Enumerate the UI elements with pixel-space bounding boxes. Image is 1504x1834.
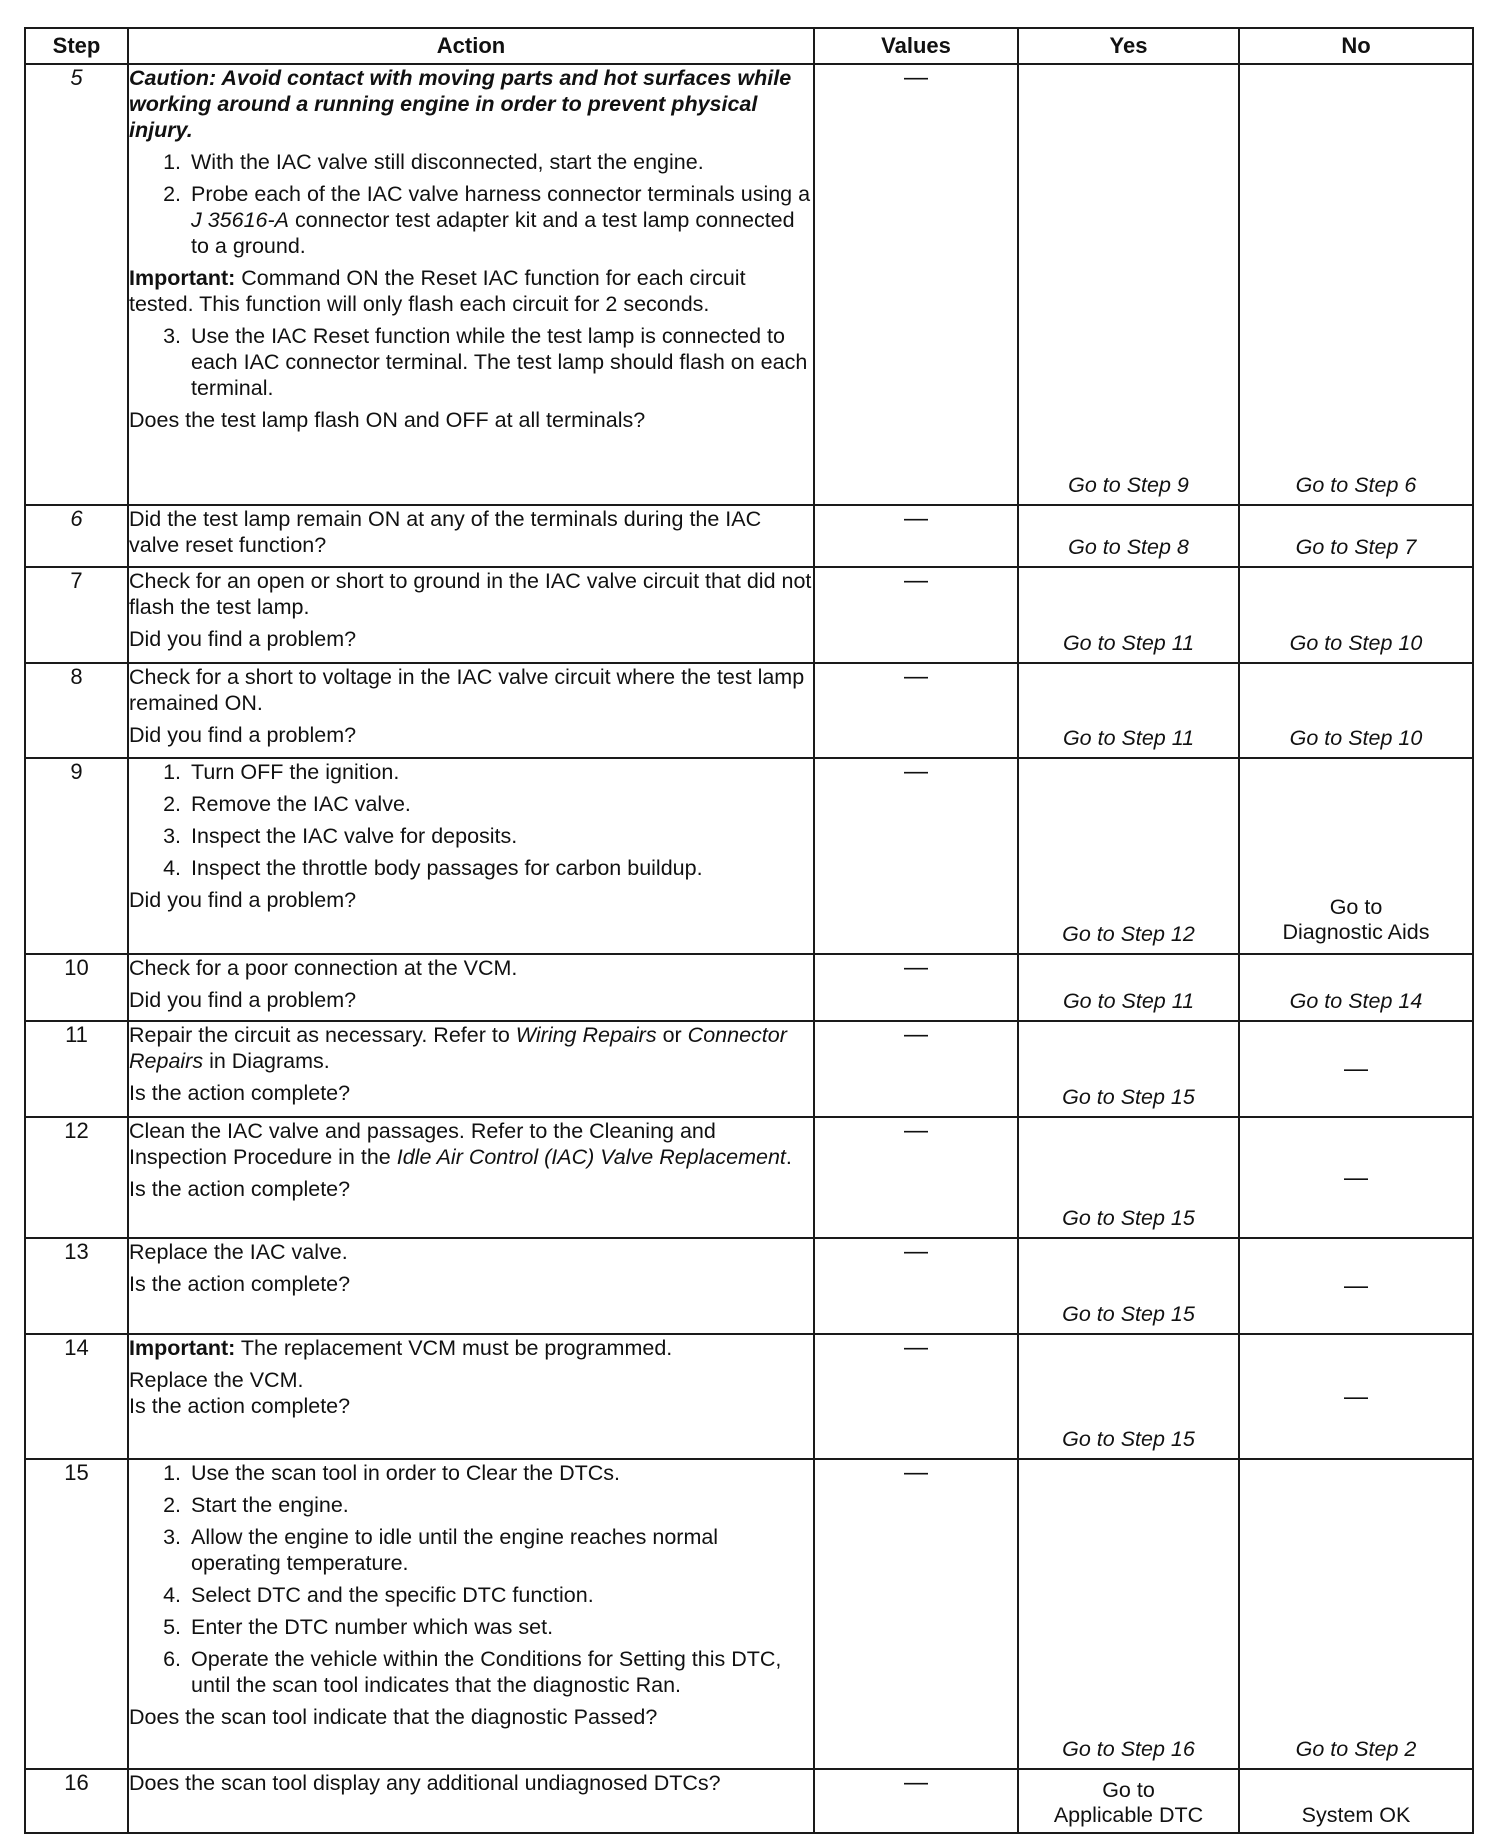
important-label: Important: (129, 266, 236, 290)
yes-result: Go to Step 16 (1062, 1737, 1195, 1761)
header-row (25, 28, 1473, 64)
step-number: 13 (25, 1238, 128, 1334)
reference-link: Connector Repairs (129, 1023, 787, 1073)
yes-result: Go to Step 9 (1068, 473, 1189, 497)
yes-result: Go to Step 11 (1062, 631, 1195, 655)
action-cell (128, 64, 814, 505)
no-cell (1239, 64, 1473, 505)
list-item: 2. Probe each of the IAC valve harness connector terminals using a J 35616-A connector test adapter kit and a test lamp connected to a ground. (187, 181, 813, 259)
question-text: Did you find a problem? (129, 888, 357, 912)
question-text: Did you find a problem? (129, 988, 357, 1012)
no-cell (1239, 758, 1473, 954)
yes-result: Go to Step 12 (1062, 922, 1195, 946)
header-yes: Yes (1018, 28, 1239, 64)
question-text: Does the test lamp flash ON and OFF at all terminals? (129, 408, 646, 432)
action-cell (128, 567, 814, 663)
yes-cell (1018, 567, 1239, 663)
action-cell (128, 758, 814, 954)
diagnostic-table (24, 27, 1474, 1834)
no-cell (1239, 954, 1473, 1021)
table-row (25, 64, 1473, 505)
list-item: 2. Remove the IAC valve. (187, 791, 813, 817)
no-result: Go to Step 6 (1295, 473, 1417, 497)
step-number: 7 (25, 567, 128, 663)
important-label: Important: (129, 1336, 236, 1360)
table-row (25, 1769, 1473, 1833)
instruction-text: Check for an open or short to ground in the IAC valve circuit that did not flash the test lamp. (129, 569, 812, 619)
instruction-text: Check for a short to voltage in the IAC valve circuit where the test lamp remained ON. (129, 665, 805, 715)
yes-result: Go to Step 11 (1062, 989, 1195, 1013)
header-no: No (1239, 28, 1473, 64)
list-item: 1. Turn OFF the ignition. (187, 759, 813, 785)
table-row (25, 567, 1473, 663)
yes-result: Go to Step 15 (1062, 1085, 1195, 1109)
no-cell (1239, 1021, 1473, 1117)
table-row (25, 758, 1473, 954)
step-number: 16 (25, 1769, 128, 1833)
step-number: 11 (25, 1021, 128, 1117)
yes-cell (1018, 1021, 1239, 1117)
action-cell (128, 1459, 814, 1769)
yes-cell (1018, 663, 1239, 758)
question-text: Is the action complete? (129, 1177, 351, 1201)
no-cell (1239, 567, 1473, 663)
header-action: Action (128, 28, 814, 64)
action-cell (128, 663, 814, 758)
action-cell (128, 505, 814, 567)
question-text: Is the action complete? (129, 1394, 351, 1418)
table-row (25, 505, 1473, 567)
values-cell: — (814, 1769, 1018, 1833)
question-text: Did the test lamp remain ON at any of the terminals during the IAC valve reset function? (129, 507, 762, 557)
tool-number: J 35616-A (191, 208, 290, 232)
important-note: Important: The replacement VCM must be programmed. (129, 1336, 673, 1360)
yes-result: Go to Step 15 (1062, 1427, 1195, 1451)
values-cell: — (814, 505, 1018, 567)
no-cell (1239, 1459, 1473, 1769)
step-number: 14 (25, 1334, 128, 1459)
yes-result: Go to Step 8 (1068, 535, 1189, 559)
values-cell: — (814, 758, 1018, 954)
no-cell (1239, 663, 1473, 758)
step-number: 12 (25, 1117, 128, 1238)
question-text: Is the action complete? (129, 1081, 351, 1105)
values-cell: — (814, 1021, 1018, 1117)
table-row (25, 663, 1473, 758)
no-result: Go to Step 2 (1295, 1737, 1417, 1761)
yes-cell (1018, 1117, 1239, 1238)
values-cell: — (814, 64, 1018, 505)
values-cell: — (814, 663, 1018, 758)
important-note: Important: Command ON the Reset IAC function for each circuit tested. This function will only flash each circuit for 2 seconds. (129, 266, 746, 316)
table-row (25, 954, 1473, 1021)
yes-cell (1018, 64, 1239, 505)
step-number: 15 (25, 1459, 128, 1769)
reference-link: Wiring Repairs (515, 1023, 657, 1047)
action-cell (128, 1021, 814, 1117)
step-number: 6 (25, 505, 128, 567)
values-cell: — (814, 954, 1018, 1021)
action-cell (128, 1769, 814, 1833)
no-result: System OK (1301, 1803, 1411, 1827)
yes-result: Go to Step 15 (1062, 1302, 1195, 1326)
list-item: 5. Enter the DTC number which was set. (187, 1614, 813, 1640)
instruction-text: Repair the circuit as necessary. Refer to Wiring Repairs or Connector Repairs in Diagrams. (129, 1023, 787, 1073)
yes-cell (1018, 954, 1239, 1021)
action-cell (128, 1117, 814, 1238)
reference-link: Idle Air Control (IAC) Valve Replacement (396, 1145, 786, 1169)
no-cell (1239, 1117, 1473, 1238)
yes-cell (1018, 1769, 1239, 1833)
values-cell: — (814, 1334, 1018, 1459)
no-cell (1239, 505, 1473, 567)
question-text: Did you find a problem? (129, 627, 357, 651)
values-cell: — (814, 1459, 1018, 1769)
list-item: 6. Operate the vehicle within the Conditions for Setting this DTC, until the scan tool indicates that the diagnostic Ran. (187, 1646, 813, 1698)
action-cell (128, 1238, 814, 1334)
step-number: 8 (25, 663, 128, 758)
instruction-text: Replace the IAC valve. (129, 1240, 348, 1264)
question-text: Does the scan tool indicate that the diagnostic Passed? (129, 1705, 658, 1729)
instruction-list (129, 1460, 813, 1698)
action-cell (128, 1334, 814, 1459)
no-result: Go to Step 10 (1289, 726, 1423, 750)
no-result: Go to Step 14 (1289, 989, 1423, 1013)
header-values: Values (814, 28, 1018, 64)
question-text: Is the action complete? (129, 1272, 351, 1296)
instruction-list (129, 323, 813, 401)
yes-cell (1018, 1238, 1239, 1334)
values-cell: — (814, 1117, 1018, 1238)
list-item: 3. Use the IAC Reset function while the test lamp is connected to each IAC connector terminal. The test lamp should flash on each terminal. (187, 323, 813, 401)
yes-result: Go to Step 11 (1062, 726, 1195, 750)
table-row (25, 1117, 1473, 1238)
values-cell: — (814, 567, 1018, 663)
yes-cell (1018, 758, 1239, 954)
list-item: 4. Inspect the throttle body passages for carbon buildup. (187, 855, 813, 881)
list-item: 3. Inspect the IAC valve for deposits. (187, 823, 813, 849)
action-cell (128, 954, 814, 1021)
list-item: 1. With the IAC valve still disconnected, start the engine. (187, 149, 813, 175)
no-cell (1239, 1769, 1473, 1833)
no-result: Go to Diagnostic Aids (1282, 895, 1430, 944)
no-cell (1239, 1238, 1473, 1334)
no-result: Go to Step 10 (1289, 631, 1423, 655)
no-result: — (1344, 1164, 1368, 1191)
no-cell (1239, 1334, 1473, 1459)
table-row (25, 1334, 1473, 1459)
no-result: — (1344, 1272, 1368, 1300)
yes-cell (1018, 1334, 1239, 1459)
table-row (25, 1021, 1473, 1117)
yes-result: Go to Step 15 (1062, 1206, 1195, 1230)
header-step: Step (25, 28, 128, 64)
step-number: 9 (25, 758, 128, 954)
list-item: 2. Start the engine. (187, 1492, 813, 1518)
list-item: 3. Allow the engine to idle until the engine reaches normal operating temperature. (187, 1524, 813, 1576)
step-number: 10 (25, 954, 128, 1021)
values-cell: — (814, 1238, 1018, 1334)
table-row (25, 1238, 1473, 1334)
yes-result: Go to Applicable DTC (1053, 1778, 1204, 1827)
list-item: 1. Use the scan tool in order to Clear the DTCs. (187, 1460, 813, 1486)
list-item: 4. Select DTC and the specific DTC function. (187, 1582, 813, 1608)
instruction-list (129, 149, 813, 259)
instruction-text: Check for a poor connection at the VCM. (129, 956, 518, 980)
yes-cell (1018, 1459, 1239, 1769)
instruction-text: Replace the VCM. (129, 1368, 304, 1392)
no-result: — (1344, 1383, 1368, 1410)
instruction-text: Clean the IAC valve and passages. Refer to the Cleaning and Inspection Procedure in the Idle Air Control (IAC) Valve Replacement. (129, 1119, 792, 1169)
instruction-list (129, 759, 813, 881)
question-text: Does the scan tool display any additional undiagnosed DTCs? (129, 1771, 721, 1795)
step-number: 5 (25, 64, 128, 505)
caution-text: Caution: Avoid contact with moving parts and hot surfaces while working around a running engine in order to prevent physical injury. (129, 66, 792, 142)
yes-cell (1018, 505, 1239, 567)
table-row (25, 1459, 1473, 1769)
no-result: — (1344, 1055, 1368, 1083)
question-text: Did you find a problem? (129, 723, 357, 747)
no-result: Go to Step 7 (1295, 535, 1417, 559)
